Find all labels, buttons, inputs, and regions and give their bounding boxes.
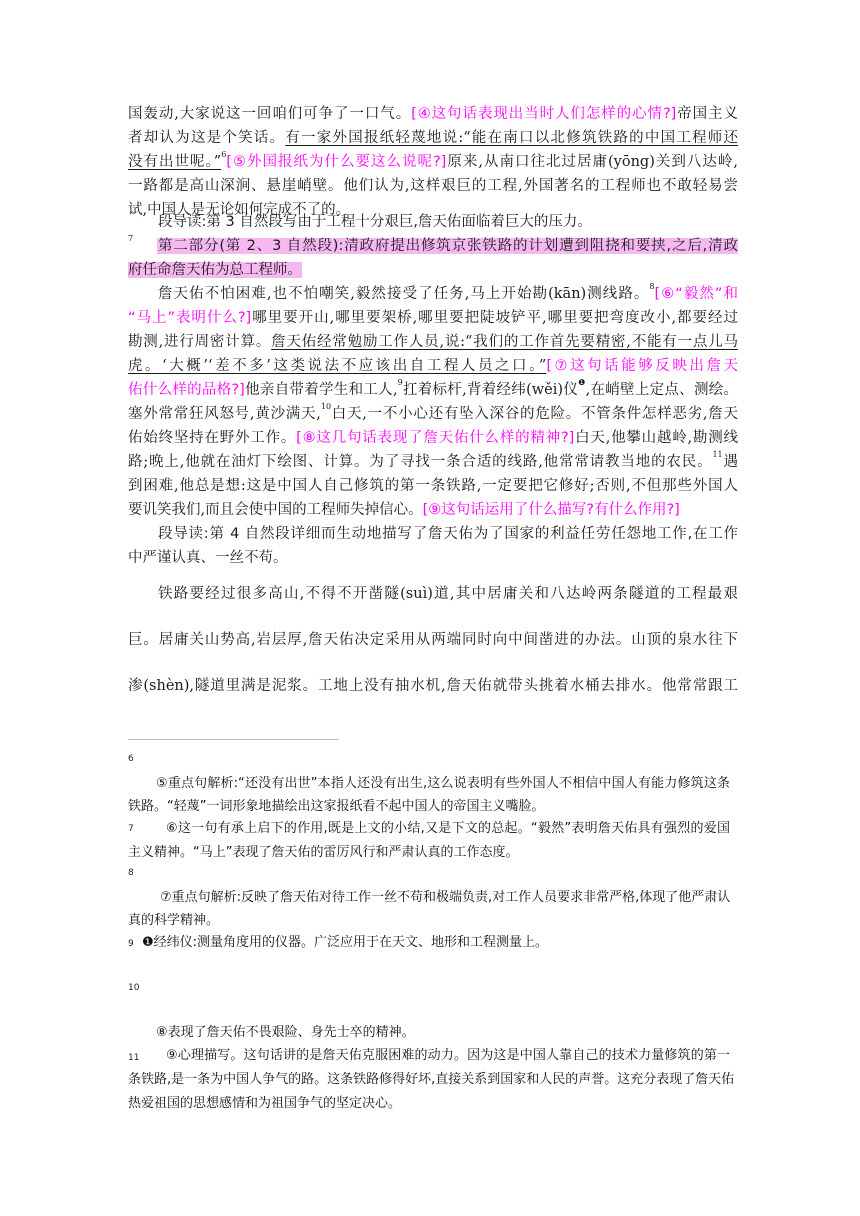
text-line: [128, 426, 738, 450]
underlined-quote: 有一家外国报纸轻蔑地说:“能在南口以北修筑铁路的中国工程师还: [285, 130, 739, 146]
text: ,在峭壁上定点、测绘。: [585, 382, 739, 398]
question-annotation: [⑧这几句话表现了詹天佑什么样的精神?]: [296, 430, 575, 446]
text-line: [128, 150, 738, 174]
text-line: 一路都是高山深涧、悬崖峭壁。他们认为,这样艰巨的工程,外国著名的工程师也不敢轻易尝: [128, 178, 738, 194]
footnote-text: 主义精神。“马上”表现了詹天佑的雷厉风行和严肃认真的工作态度。: [128, 845, 519, 860]
footnote-text: ⑧表现了詹天佑不畏艰险、身先士卒的精神。: [156, 1025, 415, 1040]
question-annotation: [⑨这句话运用了什么描写?有什么作用?]: [422, 502, 680, 518]
paragraph-guide: [128, 210, 738, 234]
text-line: [128, 450, 738, 474]
text: 者却认为这是个笑话。: [128, 130, 286, 146]
text-line: [128, 402, 738, 426]
question-annotation: [⑥“毅然”和: [654, 286, 738, 302]
footnote-text: ⑤重点句解析:“还没有出世”本指人还没有出生,这么说表明有些外国人不相信中国人有能力修筑这条: [156, 776, 730, 791]
footnote-text: ⑨心理描写。这句话讲的是詹天佑克服困难的动力。因为这是中国人靠自己的技术力量修筑的第一: [166, 1048, 730, 1063]
footnote-number: 8: [128, 868, 134, 878]
footnote-text: 热爱祖国的思想感情和为祖国争气的坚定决心。: [128, 1096, 402, 1111]
text: 白天,一不小心还有坠入深谷的危险。不管条件怎样恶劣,詹天: [331, 406, 739, 422]
text-line: 到困难,他总是想:这是中国人自己修筑的第一条铁路,一定要把它修好;否则,不但那些外国人: [128, 478, 738, 494]
text-line: 铁路要经过很多高山,不得不开凿隧(suì)道,其中居庸关和八达岭两条隧道的工程最艰: [158, 586, 738, 602]
question-annotation: [④这句话表现出当时人们怎样的心情?]: [411, 106, 677, 122]
question-annotation: [⑦这句话能够反映出詹天: [546, 358, 738, 374]
footnote-ref[interactable]: 6: [221, 150, 227, 159]
highlighted-section-summary: 第二部分(第 2、3 自然段):清政府提出修筑京张铁路的计划遭到阻挠和要挟,之后,清政: [157, 238, 738, 254]
text: 遇: [722, 454, 739, 470]
footnote-number: 6: [128, 754, 134, 764]
text-line: [128, 378, 738, 402]
text-line: [128, 498, 738, 522]
footnote-text: 条铁路,是一条为中国人争气的路。这条铁路修得好坏,直接关系到国家和人民的声誉。这充分表现了詹天佑: [128, 1072, 735, 1087]
text: 国轰动,大家说这一回咱们可争了一口气。: [128, 106, 412, 122]
footnote-ref[interactable]: 7: [128, 234, 134, 243]
footnote-text: ⑦重点句解析:反映了詹天佑对待工作一丝不苟和极端负责,对工作人员要求非常严格,体现了他严肃认: [160, 890, 731, 905]
text-line: 巨。居庸关山势高,岩层厚,詹天佑决定采用从两端同时向中间凿进的办法。山顶的泉水往下: [128, 632, 738, 648]
text-line: [128, 126, 738, 150]
text: 塞外常常狂风怒号,黄沙满天,: [128, 406, 321, 422]
text: 原来,从南口往北过居庸(yōng)关到八达岭,: [446, 154, 738, 170]
footnote-ref[interactable]: 10: [320, 402, 332, 411]
underlined-quote: 没有出世呢。”: [128, 154, 222, 170]
footnote-divider: [128, 739, 338, 740]
question-annotation: “马上”表明什么?]: [128, 310, 252, 326]
text-line: [128, 306, 738, 330]
text-line: [128, 282, 738, 306]
text: 扛着标杆,背着经纬(wěi)仪: [402, 382, 579, 398]
guide-text: 段导读:第 3 自然段写由于工程十分艰巨,詹天佑面临着巨大的压力。: [158, 214, 592, 230]
text-line: [128, 102, 738, 126]
text: 他亲自带着学生和工人,: [244, 382, 398, 398]
footnote-ref[interactable]: 8: [649, 282, 655, 291]
text-line: [128, 258, 738, 282]
text: 白天,他攀山越岭,勘测线: [574, 430, 739, 446]
footnote-text: ❶经纬仪:测量角度用的仪器。广泛应用于在天文、地形和工程测量上。: [142, 935, 549, 950]
footnote-ref[interactable]: 11: [712, 450, 723, 459]
question-annotation: [⑤外国报纸为什么要这么说呢?]: [226, 154, 447, 170]
text: 帝国主义: [676, 106, 738, 122]
text: 佑始终坚持在野外工作。: [128, 430, 297, 446]
question-annotation: 佑什么样的品格?]: [128, 382, 245, 398]
underlined-quote: 詹天佑经常勉励工作人员,说:“我们的工作首先要精密,不能有一点儿马: [271, 334, 739, 350]
footnote-number: 7: [128, 824, 134, 834]
footnote-number: 9: [128, 939, 134, 949]
text-line: [128, 354, 738, 378]
footnote-ref[interactable]: 9: [397, 378, 403, 387]
highlighted-section-summary: 府任命詹天佑为总工程师。: [128, 262, 302, 278]
text: 路;晚上,他就在油灯下绘图、计算。为了寻找一条合适的线路,他常常请教当地的农民。: [128, 454, 713, 470]
text: 要讥笑我们,而且会使中国的工程师失掉信心。: [128, 502, 423, 518]
text: 勘测,进行周密计算。: [128, 334, 272, 350]
footnote-number: 11: [128, 1053, 140, 1063]
footnote-text: ⑥这一句有承上启下的作用,既是上文的小结,又是下文的总起。“毅然”表明詹天佑具有强烈的爱国: [166, 821, 730, 836]
footnote-number: 10: [128, 983, 140, 993]
text-line: [128, 330, 738, 354]
footnote-ref[interactable]: ❶: [578, 378, 586, 387]
paragraph-guide: 段导读:第 4 自然段详细而生动地描写了詹天佑为了国家的利益任劳任怨地工作,在工作: [158, 526, 738, 542]
footnote-text: 铁路。“轻蔑”一词形象地描绘出这家报纸看不起中国人的帝国主义嘴脸。: [128, 799, 545, 814]
paragraph-guide: 中严谨认真、一丝不苟。: [128, 550, 288, 566]
text: 詹天佑不怕困难,也不怕嘲笑,毅然接受了任务,马上开始勘(kān)测线路。: [158, 286, 650, 302]
text-line: 试,中国人是无论如何完成不了的。: [128, 202, 351, 218]
footnote-text: 真的科学精神。: [128, 913, 220, 928]
underlined-quote: 虎。‘大概’‘差不多’这类说法不应该出自工程人员之口。”: [128, 358, 547, 374]
text: 哪里要开山,哪里要架桥,哪里要把陡坡铲平,哪里要把弯度改小,都要经过: [251, 310, 738, 326]
text-line: [128, 234, 738, 258]
text-line: 渗(shèn),隧道里满是泥浆。工地上没有抽水机,詹天佑就带头挑着水桶去排水。他常常跟工: [128, 678, 738, 694]
